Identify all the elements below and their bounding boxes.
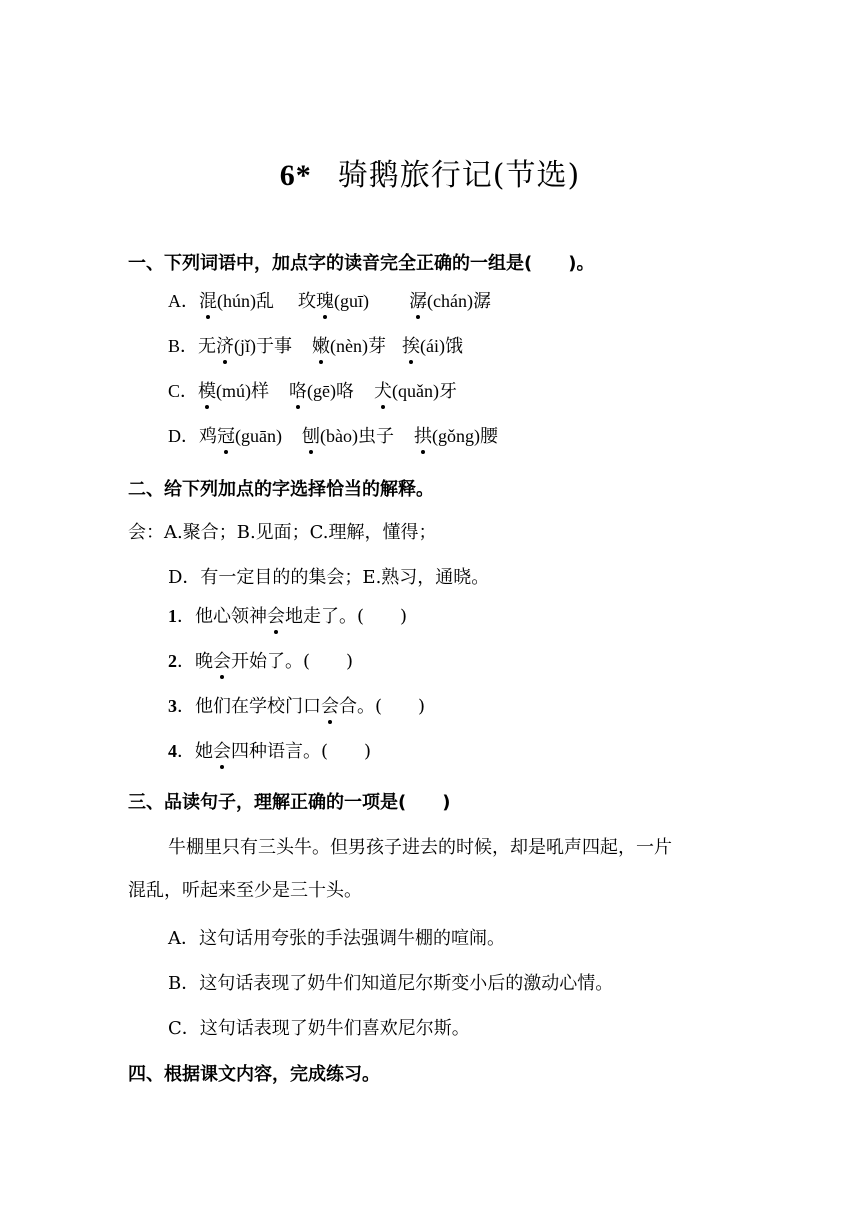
q2-heading: 二、给下列加点的字选择恰当的解释。: [128, 479, 434, 500]
dotted-char: 瑰: [316, 291, 334, 312]
dotted-char: 会: [213, 741, 231, 762]
q1-option-b[interactable]: B．无济(jǐ)于事 嫩(nèn)芽 挨(ái)饿: [168, 336, 463, 357]
dotted-char: 会: [267, 606, 285, 627]
q3-heading: 三、品读句子，理解正确的一项是( ): [128, 792, 451, 813]
q3-passage-line2: 混乱，听起来至少是三十头。: [128, 880, 362, 901]
q2-item-4[interactable]: 4．她会四种语言。( ): [168, 741, 372, 762]
dotted-char: 犬: [374, 381, 392, 402]
dotted-char: 刨: [301, 426, 320, 447]
dotted-char: 济: [216, 336, 235, 357]
q3-option-b[interactable]: B．这句话表现了奶牛们知道尼尔斯变小后的激动心情。: [168, 973, 614, 994]
q1-option-d[interactable]: D．鸡冠(guān) 刨(bào)虫子 拱(gǒng)腰: [168, 426, 498, 447]
q2-definitions-line1: 会：A.聚合；B.见面；C.理解，懂得；: [128, 522, 437, 543]
dotted-char: 咯: [289, 381, 308, 402]
q1-heading: 一、下列词语中，加点字的读音完全正确的一组是( )。: [128, 253, 595, 274]
dotted-char: 嫩: [312, 336, 331, 357]
page-title: [0, 150, 860, 194]
q2-definitions-line2: D．有一定目的的集会；E.熟习，通晓。: [168, 567, 490, 588]
dotted-char: 混: [199, 291, 217, 312]
dotted-char: 会: [321, 696, 339, 717]
q1-option-a[interactable]: A．混(hún)乱 玫瑰(guī) 潺(chán)潺: [168, 291, 491, 312]
dotted-char: 挨: [402, 336, 420, 357]
q2-item-3[interactable]: 3．他们在学校门口会合。( ): [168, 696, 426, 717]
q1-option-c[interactable]: C．模(mú)样 咯(gē)咯 犬(quǎn)牙: [168, 381, 457, 402]
dotted-char: 拱: [413, 426, 432, 447]
q2-item-1[interactable]: 1．他心领神会地走了。( ): [168, 606, 408, 627]
q3-option-c[interactable]: C．这句话表现了奶牛们喜欢尼尔斯。: [168, 1018, 470, 1039]
q3-option-a[interactable]: A．这句话用夸张的手法强调牛棚的喧闹。: [168, 928, 505, 949]
q2-item-2[interactable]: 2．晚会开始了。( ): [168, 651, 354, 672]
lesson-number: 6*: [279, 159, 312, 192]
q4-heading: 四、根据课文内容，完成练习。: [128, 1064, 380, 1085]
dotted-char: 会: [213, 651, 231, 672]
lesson-title: 骑鹅旅行记(节选): [337, 158, 581, 193]
dotted-char: 模: [198, 381, 217, 402]
q3-passage-line1: 牛棚里只有三头牛。但男孩子进去的时候，却是吼声四起，一片: [168, 837, 672, 858]
dotted-char: 潺: [409, 291, 427, 312]
dotted-char: 冠: [217, 426, 235, 447]
